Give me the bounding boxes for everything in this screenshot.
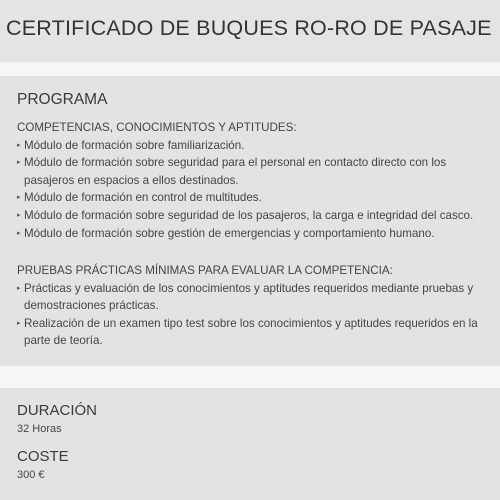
coste-value: 300 € xyxy=(17,469,45,481)
duracion-heading: DURACIÓN xyxy=(17,402,98,419)
page-title: CERTIFICADO DE BUQUES RO-RO DE PASAJE xyxy=(6,16,492,40)
list-item xyxy=(17,225,500,243)
triangle-right-icon: ▸ xyxy=(17,211,21,219)
list-item-text: Módulo de formación sobre gestión de emergencias y comportamiento humano. xyxy=(24,226,435,240)
triangle-right-icon: ▸ xyxy=(17,319,21,327)
title-band xyxy=(0,0,500,63)
list-item xyxy=(17,207,500,225)
list-item xyxy=(17,189,500,207)
list-item xyxy=(17,280,500,298)
list-item-text: Módulo de formación sobre seguridad para el personal en contacto directo con los xyxy=(24,156,447,170)
competencias-block xyxy=(17,119,500,242)
triangle-right-icon: ▸ xyxy=(17,229,21,237)
competencias-label: COMPETENCIAS, CONOCIMIENTOS Y APTITUDES: xyxy=(17,121,297,134)
pruebas-label: PRUEBAS PRÁCTICAS MÍNIMAS PARA EVALUAR LA COMPETENCIA: xyxy=(17,264,393,277)
triangle-right-icon: ▸ xyxy=(17,159,21,167)
list-item xyxy=(17,137,500,155)
list-item-continuation: parte de teoría. xyxy=(24,334,103,348)
list-item-text: Módulo de formación en control de multitudes. xyxy=(24,191,262,205)
pruebas-block xyxy=(17,262,500,350)
list-item-continuation: pasajeros en espacios a ellos destinados. xyxy=(24,173,239,187)
list-item xyxy=(17,154,500,172)
duracion-value: 32 Horas xyxy=(17,423,62,435)
triangle-right-icon: ▸ xyxy=(17,284,21,292)
list-item-text: Prácticas y evaluación de los conocimientos y aptitudes requeridos mediante pruebas y xyxy=(24,281,474,295)
triangle-right-icon: ▸ xyxy=(17,194,21,202)
list-item-text: Módulo de formación sobre familiarización. xyxy=(24,138,245,152)
triangle-right-icon: ▸ xyxy=(17,141,21,149)
coste-heading: COSTE xyxy=(17,448,69,465)
separator-band xyxy=(0,366,500,388)
list-item-text: Módulo de formación sobre seguridad de los pasajeros, la carga e integridad del casco. xyxy=(24,208,474,222)
programa-heading: PROGRAMA xyxy=(17,91,108,108)
separator-band xyxy=(0,62,500,76)
list-item-text: Realización de un examen tipo test sobre los conocimientos y aptitudes requeridos en la xyxy=(24,316,478,330)
list-item xyxy=(17,315,500,333)
list-item-continuation: demostraciones prácticas. xyxy=(24,299,159,313)
